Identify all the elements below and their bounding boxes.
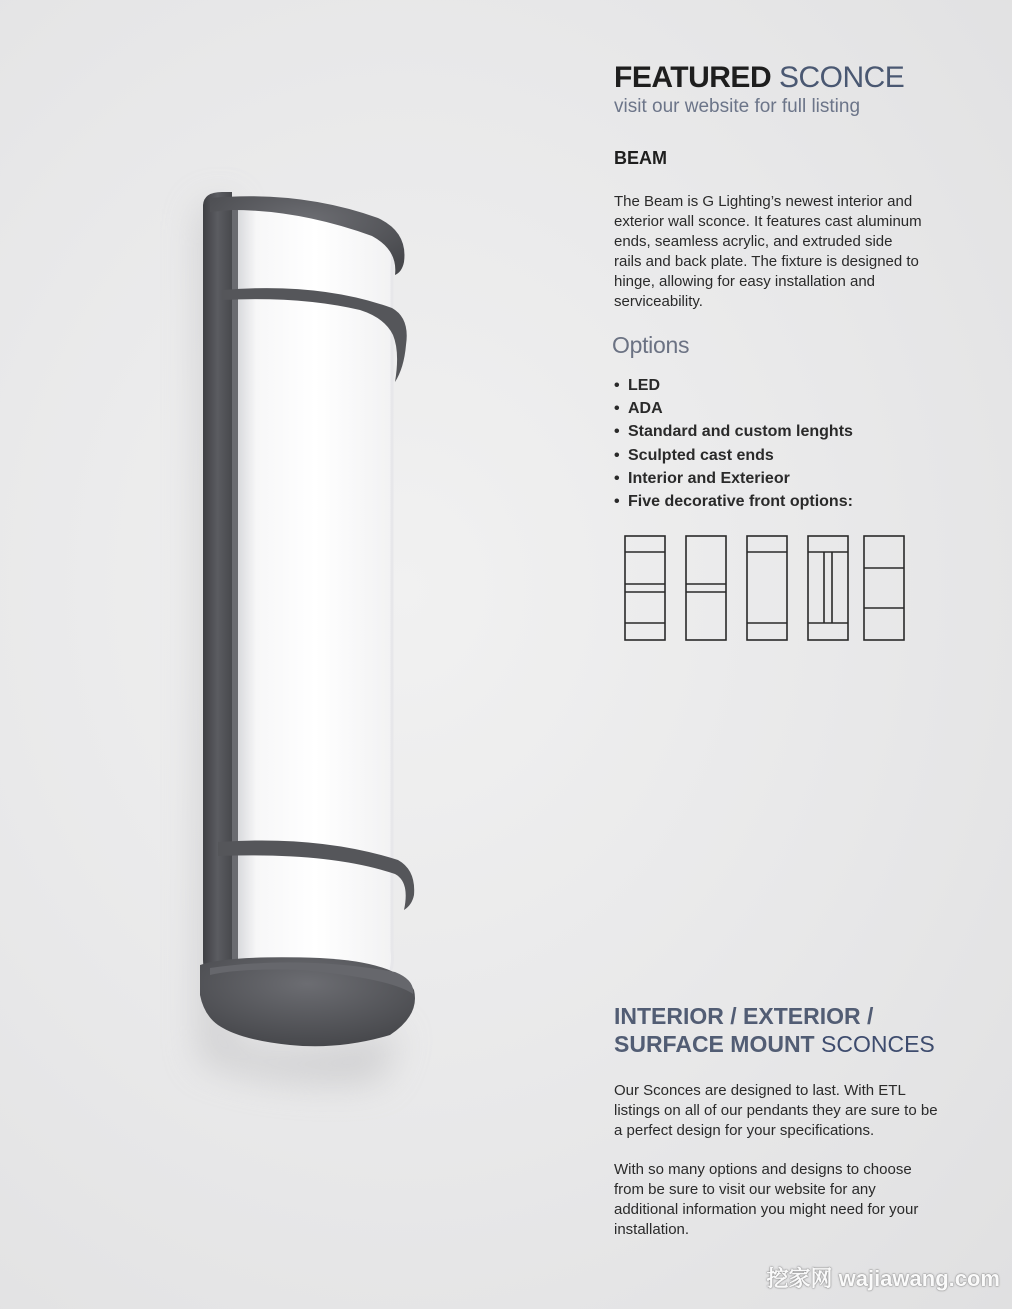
- product-name: BEAM: [614, 148, 667, 168]
- title-light: SCONCE: [778, 61, 905, 94]
- back-plate: [203, 192, 232, 980]
- list-item: • Five decorative front options:: [614, 490, 853, 513]
- front-option-2-icon: [686, 536, 726, 640]
- site-watermark: 挖家网 wajiawang.com: [766, 1266, 1000, 1291]
- front-option-4-icon: [808, 536, 848, 640]
- section-heading-line2-bold: SURFACE MOUNT: [614, 1031, 815, 1057]
- product-description: The Beam is G Lighting’s newest interior and exterior wall sconce. It features cast aluminum ends, seamless acrylic, and extruded side rails and back plate. The fixture is designed to hinge, allowing for easy installation and serviceability.: [614, 193, 922, 310]
- section-heading-line2-light: SCONCES: [821, 1031, 935, 1057]
- list-item: • Sculpted cast ends: [614, 444, 853, 467]
- front-options-diagrams: [614, 532, 914, 644]
- options-list: [614, 374, 853, 513]
- list-item: • Standard and custom lenghts: [614, 420, 853, 443]
- list-item: • Interior and Exterieor: [614, 467, 853, 490]
- page-title: [614, 60, 904, 96]
- front-option-1-icon: [625, 536, 665, 640]
- list-item: • LED: [614, 374, 853, 397]
- section-heading: [614, 1002, 935, 1058]
- title-bold: FEATURED: [614, 61, 772, 94]
- section-paragraph-1: Our Sconces are designed to last. With ETL listings on all of our pendants they are sure to be a perfect design for your specifications.: [614, 1082, 938, 1139]
- section-paragraph-2: With so many options and designs to choose from be sure to visit our website for any additional information you might need for your installation.: [614, 1161, 919, 1238]
- front-option-3-icon: [747, 536, 787, 640]
- list-item: • ADA: [614, 397, 853, 420]
- options-heading: Options: [612, 332, 690, 358]
- front-option-5-icon: [864, 536, 904, 640]
- page-subtitle: visit our website for full listing: [614, 96, 861, 117]
- acrylic-lens: [238, 205, 393, 985]
- section-heading-line1: INTERIOR / EXTERIOR /: [614, 1003, 874, 1029]
